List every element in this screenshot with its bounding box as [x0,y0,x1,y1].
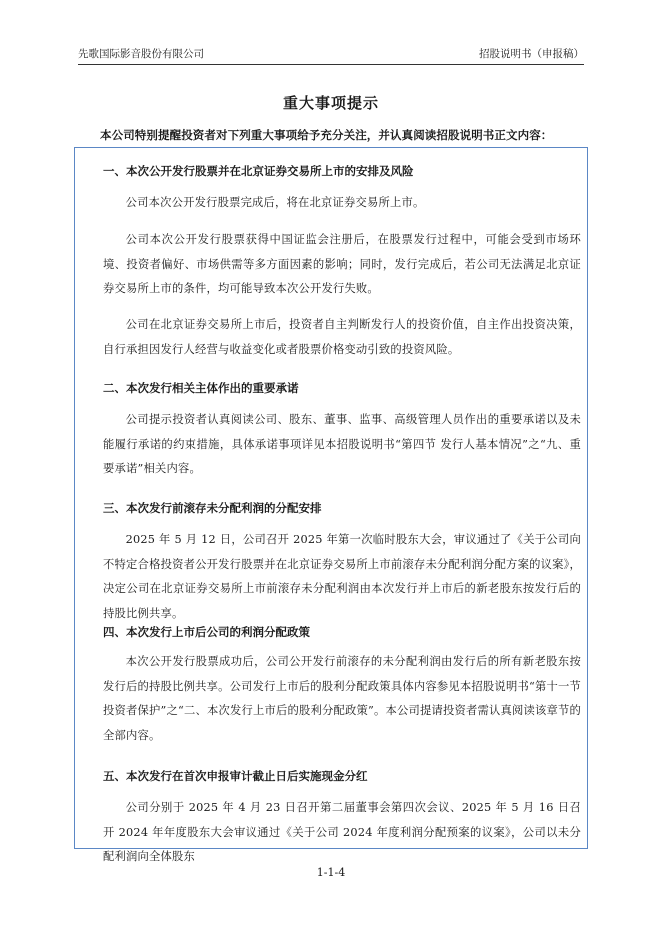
header-company: 先歌国际影音股份有限公司 [78,48,204,60]
section-5-paragraph-1: 公司分别于 2025 年 4 月 23 日召开第二届董事会第四次会议、2025 年 5 月 16 日召开 2024 年年度股东大会审议通过《关于公司 2024 年度利润分配预案的议案》，公司以未分配利润向全体股东 [103,801,581,863]
section-1-paragraph-3: 公司在北京证券交易所上市后，投资者自主判断发行人的投资价值，自主作出投资决策，自行承担因发行人经营与收益变化或者股票价格变动引致的投资风险。 [103,318,581,356]
section-4-paragraph-1: 本次公开发行股票成功后，公司公开发行前滚存的未分配利润由发行后的所有新老股东按发行后的持股比例共享。公司发行上市后的股利分配政策具体内容参见本招股说明书“第十一节 投资者保护”之“二、本次发行上市后的股利分配政策”。本公司提请投资者需认真阅读该章节的全部内容。 [103,655,581,742]
section-3-title: 三、本次发行前滚存未分配利润的分配安排 [103,501,322,515]
intro-text: 本公司特别提醒投资者对下列重大事项给予充分关注，并认真阅读招股说明书正文内容： [100,128,553,142]
section-1-paragraph-2: 公司本次公开发行股票获得中国证监会注册后，在股票发行过程中，可能会受到市场环境、投资者偏好、市场供需等多方面因素的影响；同时，发行完成后，若公司无法满足北京证券交易所上市的条件，均可能导致本次公开发行失败。 [103,233,581,295]
page-number: 1-1-4 [316,866,346,879]
section-1-paragraph-1: 公司本次公开发行股票完成后，将在北京证券交易所上市。 [125,196,425,209]
section-5-title: 五、本次发行在首次申报审计截止日后实施现金分红 [103,769,368,783]
section-1-title: 一、本次公开发行股票并在北京证券交易所上市的安排及风险 [103,164,414,178]
section-3-paragraph-1: 2025 年 5 月 12 日，公司召开 2025 年第一次临时股东大会，审议通过了《关于公司向不特定合格投资者公开发行股票并在北京证券交易所上市前滚存未分配利润分配方案的议案》，决定公司在北京证券交易所上市前滚存未分配利润由本次发行并上市后的新老股东按发行后的持股比例共享。 [103,533,581,620]
notice-box [74,147,588,863]
section-2-paragraph-1: 公司提示投资者认真阅读公司、股东、董事、监事、高级管理人员作出的重要承诺以及未能履行承诺的约束措施，具体承诺事项详见本招股说明书“第四节 发行人基本情况”之“九、重要承诺”相关内容。 [103,413,581,475]
page-title: 重大事项提示 [282,94,379,112]
page-header [78,44,584,65]
section-2-title: 二、本次发行相关主体作出的重要承诺 [103,381,299,395]
section-4-title: 四、本次发行上市后公司的利润分配政策 [103,625,310,639]
header-doc-type: 招股说明书（申报稿） [479,48,584,60]
